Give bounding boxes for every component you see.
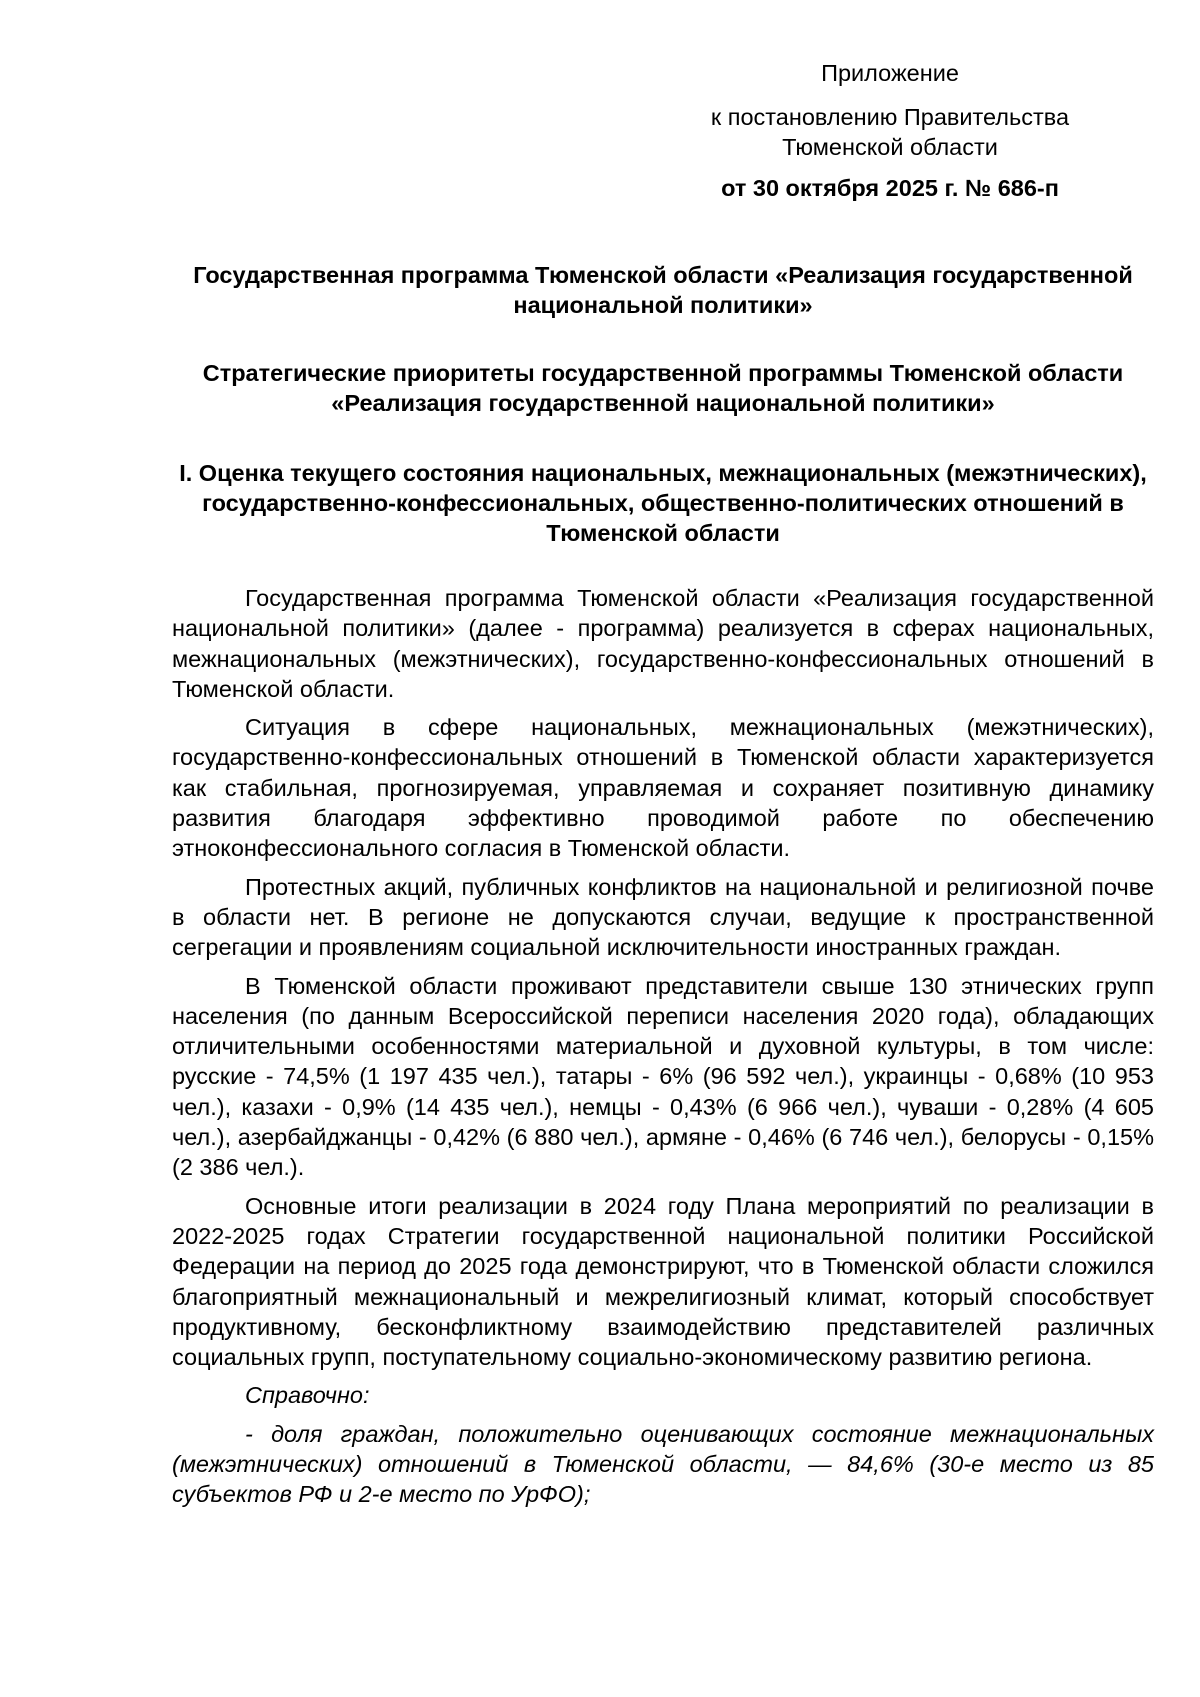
- paragraph: Основные итоги реализации в 2024 году Плана мероприятий по реализации в 2022-2025 годах Стратегии государственной национальной политики Российской Федерации на период до 2025 года демонстрируют, что в Тюменской области сложился благоприятный межнациональный и межрелигиозный климат, который способствует продуктивному, бесконфликтному взаимодействию представителей различных социальных групп, поступательному социально-экономическому развитию региона.: [172, 1192, 1154, 1371]
- paragraph: Ситуация в сфере национальных, межнациональных (межэтнических), государственно-конфессиональных отношений в Тюменской области характеризуется как стабильная, прогнозируемая, управляемая и сохраняет позитивную динамику развития благодаря эффективно проводимой работе по обеспечению этноконфессионального согласия в Тюменской области.: [172, 714, 1154, 862]
- reference-item: - доля граждан, положительно оценивающих состояние межнациональных (межэтнических) отношений в Тюменской области, — 84,6% (30-е место из 85 субъектов РФ и 2-е место по УрФО);: [172, 1420, 1154, 1508]
- program-title: Государственная программа Тюменской области «Реализация государственной национальной политики»: [193, 262, 1133, 318]
- paragraph: Государственная программа Тюменской области «Реализация государственной национальной политики» (далее - программа) реализуется в сферах национальных, межнациональных (межэтнических), государственно-конфессиональных отношений в Тюменской области.: [172, 585, 1154, 702]
- decree-issuer: Тюменской области: [782, 134, 998, 160]
- paragraph: В Тюменской области проживают представители свыше 130 этнических групп населения (по данным Всероссийской переписи населения 2020 года), обладающих отличительными особенностями материальной и духовной культуры, в том числе: русские - 74,5% (1 197 435 чел.), татары - 6% (96 592 чел.), украинцы - 0,68% (10 953 чел.), казахи - 0,9% (14 435 чел.), немцы - 0,43% (6 966 чел.), чуваши - 0,28% (4 605 чел.), азербайджанцы - 0,42% (6 880 чел.), армяне - 0,46% (6 746 чел.), белорусы - 0,15% (2 386 чел.).: [172, 972, 1154, 1181]
- priorities-title: Стратегические приоритеты государственной программы Тюменской области «Реализация государственной национальной политики»: [202, 360, 1124, 416]
- reference-label: Справочно:: [245, 1382, 370, 1409]
- appendix-label: Приложение: [821, 60, 959, 86]
- section-heading: I. Оценка текущего состояния национальных, межнациональных (межэтнических), государственно-конфессиональных, общественно-политических отношений в Тюменской области: [179, 460, 1147, 546]
- decree-reference: к постановлению Правительства: [710, 104, 1070, 130]
- decree-date-number: от 30 октября 2025 г. № 686-п: [721, 175, 1059, 201]
- paragraph: Протестных акций, публичных конфликтов на национальной и религиозной почве в области нет. В регионе не допускаются случаи, ведущие к пространственной сегрегации и проявлениям социальной исключительности иностранных граждан.: [172, 873, 1154, 961]
- document-body: [172, 583, 1154, 1518]
